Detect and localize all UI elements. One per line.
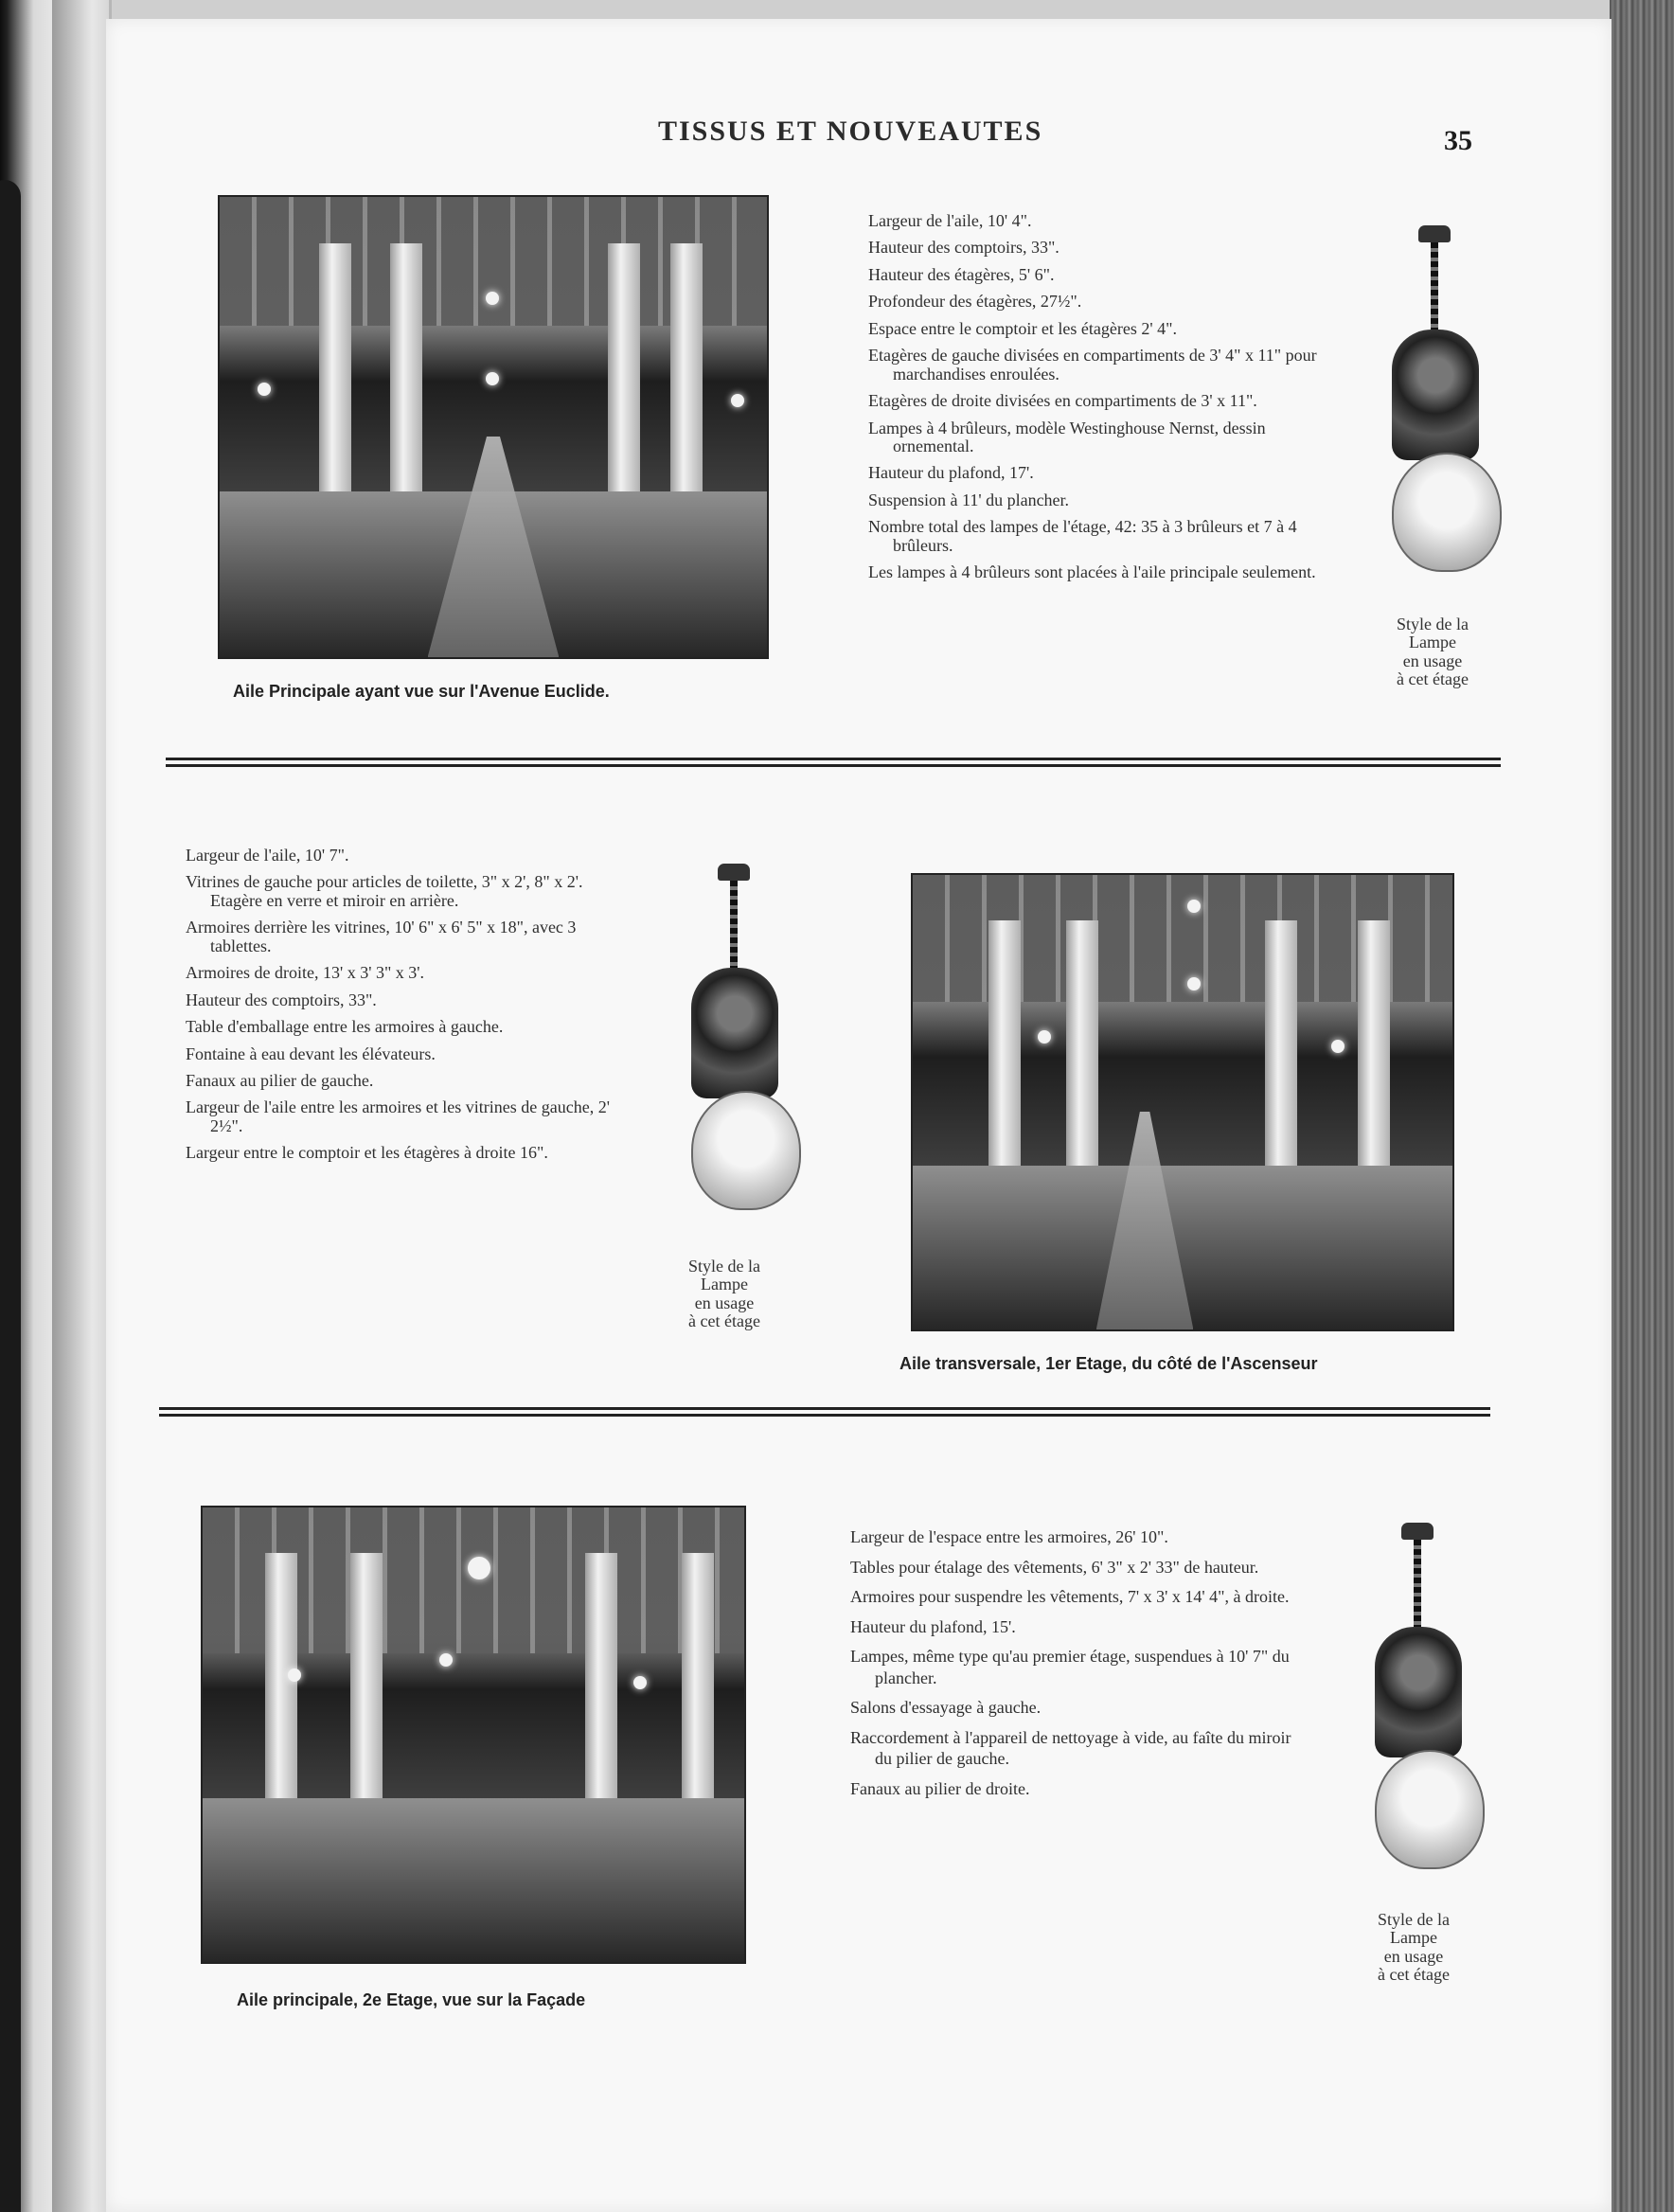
specifications-list	[850, 1526, 1309, 1808]
photo-column	[1265, 920, 1297, 1203]
lamp-label-line: Lampe	[1390, 1928, 1437, 1948]
photo-column	[390, 243, 422, 528]
photo-column	[608, 243, 640, 528]
lamp-globe	[1375, 1750, 1485, 1869]
photo-lamp	[1187, 900, 1201, 913]
pendant-lamp-illustration	[1392, 225, 1477, 572]
photo-column	[585, 1553, 617, 1816]
pendant-lamp-illustration	[691, 864, 776, 1210]
photo-lamp	[1038, 1030, 1051, 1044]
photo-column	[670, 243, 703, 528]
spec-item: Etagères de gauche divisées en compartiments de 3' 4" x 11" pour marchandises enroulées.	[868, 346, 1317, 384]
lamp-label-line: Lampe	[1409, 633, 1456, 652]
lamp-body	[691, 968, 778, 1098]
book-page-edges	[1610, 0, 1674, 2212]
spec-item: Les lampes à 4 brûleurs sont placées à l'aile principale seulement.	[868, 562, 1316, 582]
photo-lamp	[486, 292, 499, 305]
photo-floor	[203, 1798, 744, 1962]
lamp-label-line: en usage	[694, 1293, 755, 1312]
spec-item: Nombre total des lampes de l'étage, 42: 35 à 3 brûleurs et 7 à 4 brûleurs.	[868, 517, 1297, 555]
spec-item: Suspension à 11' du plancher.	[868, 490, 1070, 509]
photo-main-aisle	[218, 195, 769, 659]
photo-lamp	[1187, 977, 1201, 990]
photo-column	[265, 1553, 297, 1816]
spec-item: Hauteur des comptoirs, 33".	[868, 238, 1060, 258]
photo-column	[1066, 920, 1098, 1203]
lamp-body	[1392, 330, 1479, 460]
spec-item: Hauteur du plafond, 17'.	[868, 463, 1034, 483]
photo-lamp	[439, 1653, 453, 1667]
page-title: TISSUS ET NOUVEAUTES	[658, 116, 1043, 147]
page-number: 35	[1444, 125, 1472, 156]
photo-column	[350, 1553, 383, 1816]
lamp-body	[1375, 1627, 1462, 1757]
photo-column	[1358, 920, 1390, 1203]
photo-second-floor	[201, 1506, 746, 1964]
spec-item: Hauteur des étagères, 5' 6".	[868, 264, 1055, 284]
photo-column	[682, 1553, 714, 1816]
lamp-canopy	[1401, 1523, 1434, 1540]
lamp-label-line: Style de la	[688, 1257, 760, 1275]
lamp-label-line: en usage	[1383, 1946, 1444, 1966]
spec-item: Largeur de l'aile entre les armoires et les vitrines de gauche, 2' 2½".	[186, 1097, 610, 1135]
lamp-chain	[730, 881, 738, 968]
spec-item: Armoires de droite, 13' x 3' 3" x 3'.	[186, 963, 425, 983]
photo-column	[319, 243, 351, 528]
lamp-label-line: à cet étage	[1378, 1965, 1450, 1985]
lamp-label-line: à cet étage	[1397, 669, 1469, 689]
lamp-globe	[1392, 453, 1502, 572]
spec-item: Vitrines de gauche pour articles de toilette, 3" x 2', 8" x 2'. Etagère en verre et miroir en arrière.	[186, 872, 583, 910]
lamp-chain	[1414, 1540, 1421, 1627]
spec-item: Lampes à 4 brûleurs, modèle Westinghouse Nernst, dessin ornemental.	[868, 418, 1266, 455]
lamp-label-line: Style de la	[1378, 1910, 1450, 1929]
photo-lamp	[468, 1557, 490, 1579]
lamp-label-line: Lampe	[701, 1275, 748, 1294]
spec-item: Salons d'essayage à gauche.	[850, 1698, 1042, 1717]
pendant-lamp-illustration	[1375, 1523, 1460, 1869]
spec-item: Profondeur des étagères, 27½".	[868, 292, 1082, 312]
lamp-label-line: à cet étage	[688, 1311, 760, 1331]
spec-item: Largeur de l'aile, 10' 7".	[186, 846, 349, 865]
spec-item: Etagères de droite divisées en compartiments de 3' x 11".	[868, 391, 1257, 411]
specifications-list	[186, 847, 621, 1171]
spec-item: Fanaux au pilier de droite.	[850, 1778, 1030, 1798]
photo-lamp	[258, 383, 271, 396]
lamp-style-label	[1362, 615, 1504, 689]
spec-item: Armoires pour suspendre les vêtements, 7' x 3' x 14' 4", à droite.	[850, 1587, 1290, 1606]
lamp-style-label	[1343, 1911, 1485, 1985]
lamp-chain	[1431, 242, 1438, 330]
photo-lamp	[731, 394, 744, 407]
spec-item: Fontaine à eau devant les élévateurs.	[186, 1044, 436, 1063]
lamp-canopy	[1418, 225, 1451, 242]
spec-item: Largeur de l'aile, 10' 4".	[868, 211, 1032, 230]
spec-item: Armoires derrière les vitrines, 10' 6" x 6' 5" x 18", avec 3 tablettes.	[186, 918, 577, 955]
photo-lamp	[486, 372, 499, 385]
photo-caption: Aile Principale ayant vue sur l'Avenue Euclide.	[233, 682, 610, 701]
spec-item: Raccordement à l'appareil de nettoyage à vide, au faîte du miroir du pilier de gauche.	[850, 1727, 1291, 1768]
lamp-label-line: Style de la	[1397, 615, 1469, 633]
photo-lamp	[288, 1668, 301, 1682]
left-page-shading	[52, 0, 109, 2212]
photo-caption: Aile transversale, 1er Etage, du côté de l'Ascenseur	[899, 1354, 1318, 1373]
spec-item: Espace entre le comptoir et les étagères 2' 4".	[868, 318, 1177, 338]
spec-item: Hauteur du plafond, 15'.	[850, 1616, 1016, 1636]
spec-item: Tables pour étalage des vêtements, 6' 3" x 2' 33" de hauteur.	[850, 1557, 1259, 1577]
photo-lamp	[633, 1676, 647, 1689]
spec-item: Fanaux au pilier de gauche.	[186, 1070, 374, 1090]
lamp-style-label	[653, 1258, 795, 1331]
photo-column	[988, 920, 1021, 1203]
photo-lamp	[1331, 1040, 1345, 1053]
binding-curve	[0, 180, 21, 2212]
lamp-canopy	[718, 864, 750, 881]
photo-transverse-aisle	[911, 873, 1454, 1331]
photo-caption: Aile principale, 2e Etage, vue sur la Façade	[237, 1990, 586, 2009]
specifications-list	[868, 212, 1327, 591]
spec-item: Lampes, même type qu'au premier étage, suspendues à 10' 7" du plancher.	[850, 1647, 1290, 1687]
lamp-label-line: en usage	[1402, 651, 1463, 670]
spec-item: Largeur de l'espace entre les armoires, 26' 10".	[850, 1527, 1168, 1546]
lamp-globe	[691, 1091, 801, 1210]
spec-item: Hauteur des comptoirs, 33".	[186, 990, 377, 1009]
spec-item: Table d'emballage entre les armoires à gauche.	[186, 1017, 504, 1037]
spec-item: Largeur entre le comptoir et les étagères à droite 16".	[186, 1143, 548, 1163]
